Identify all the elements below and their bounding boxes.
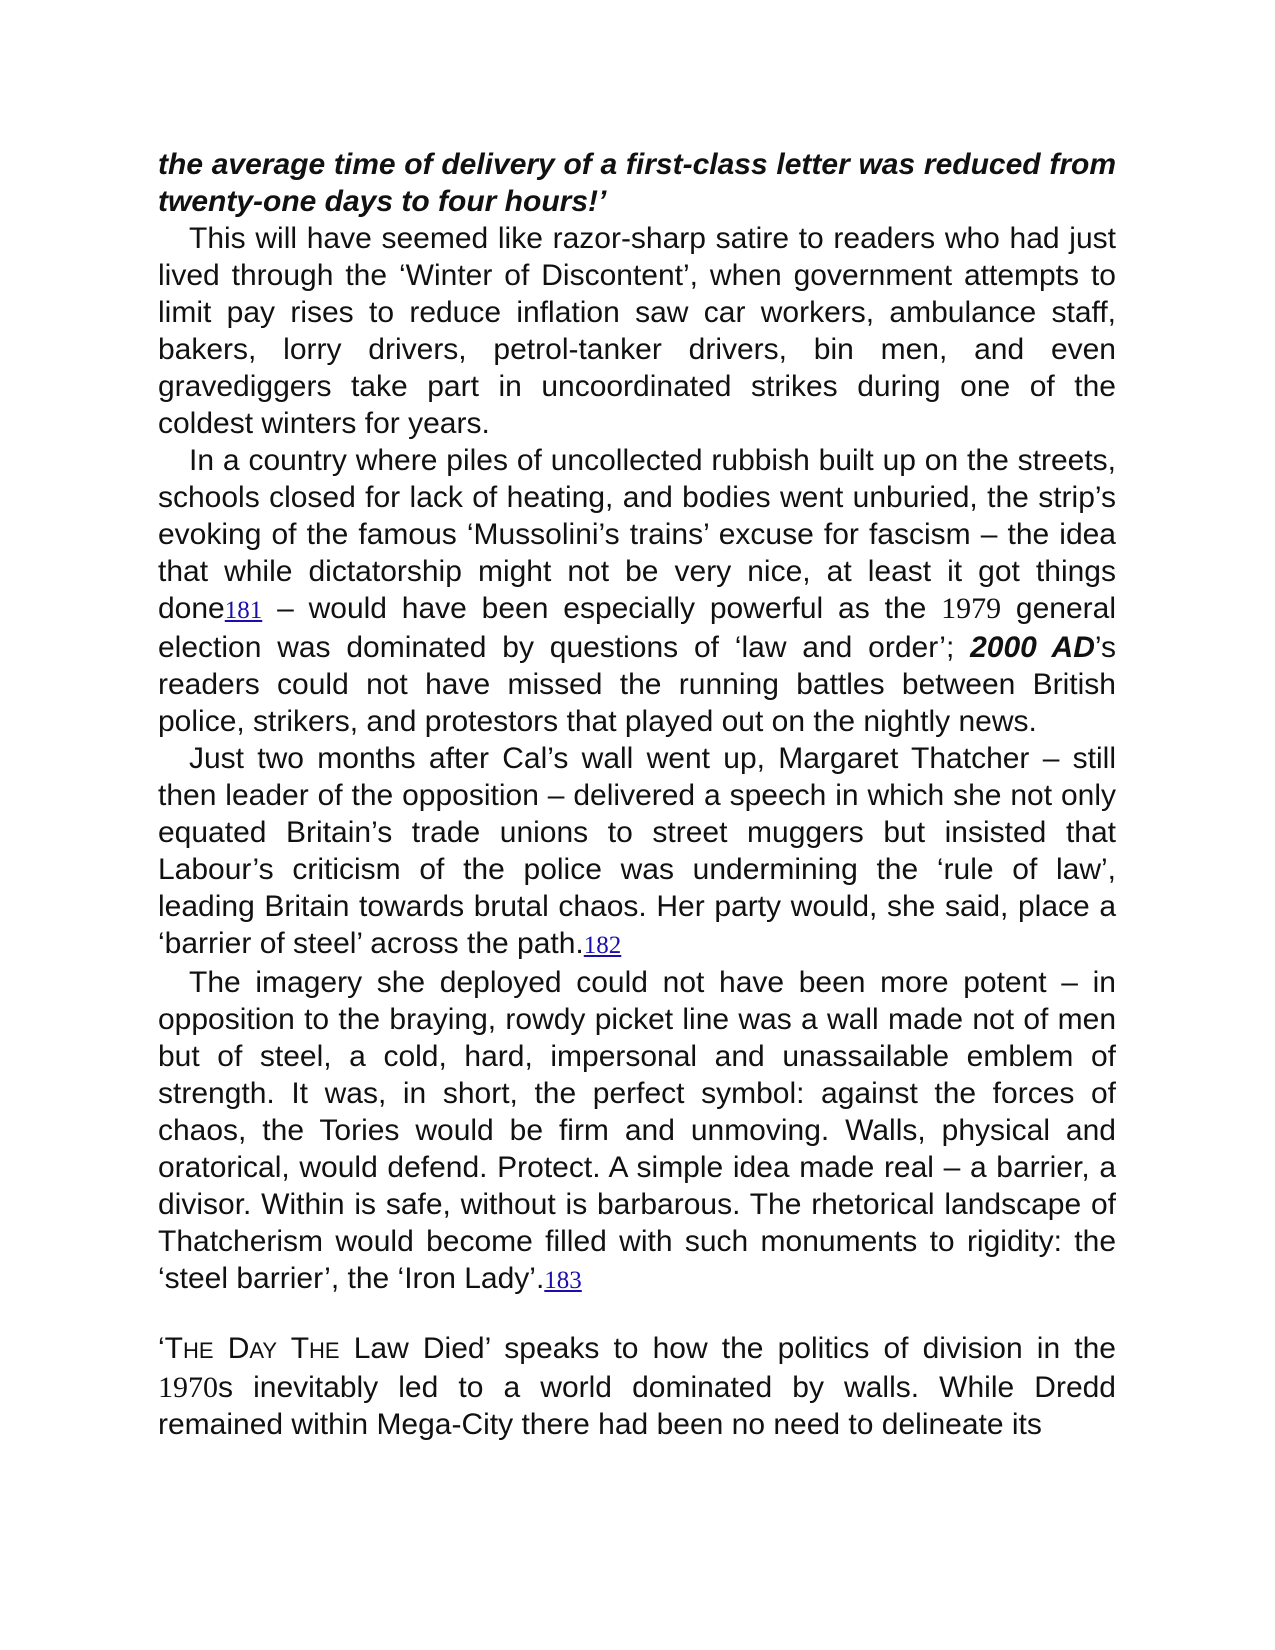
paragraph-text: general election was dominated by questions of ‘law and order’; [158,592,1117,664]
paragraph-imagery [158,964,1116,1299]
footnote-link-182[interactable]: 182 [583,932,622,959]
paragraph-thatcher-speech [158,740,1116,964]
title-smallcaps: AY [249,1338,278,1363]
section-gap [158,1299,1116,1330]
footnote-link-181[interactable]: 181 [224,597,263,624]
title-smallcaps: HE [183,1338,214,1363]
document-page [158,146,1116,1443]
paragraph-text: The imagery she deployed could not have been more potent – in opposition to the braying, rowdy picket line was a wall made not of men but of steel, a cold, hard, impersonal and unassailable emblem of strength. It was, in short, the perfect symbol: against the forces of chaos, the Tories would be firm and unmoving. Walls, physical and oratorical, would defend. Protect. A simple idea made real – a barrier, a divisor. Within is safe, without is barbarous. The rhetorical landscape of Thatcherism would become filled with such monuments to rigidity: the ‘steel barrier’, the ‘Iron Lady’. [158,966,1116,1295]
story-title [165,1332,340,1365]
paragraph-text: Law Died’ speaks to how the politics of division in the [339,1332,1116,1365]
quote-ending: the average time of delivery of a first-class letter was reduced from twenty-one days to four hours!’ [158,148,1116,218]
title-letter: D [227,1332,250,1365]
paragraph-text: ’s readers could not have missed the running battles between British police, strikers, and protestors that played out on the nightly news. [158,631,1116,738]
publication-title: 2000 AD [970,631,1095,664]
title-letter: T [290,1332,310,1365]
paragraph-text: In a country where piles of uncollected rubbish built up on the streets, schools closed for lack of heating, and bodies went unburied, the strip’s evoking of the famous ‘Mussolini’s trains’ excuse for fascism – the idea that while dictatorship might not be very nice, at least it got things done [158,444,1116,625]
footnote-link-183[interactable]: 183 [544,1267,582,1294]
paragraph-text: s inevitably led to a world dominated by walls. While Dredd remained within Mega-City there had been no need to delineate its [158,1371,1116,1441]
paragraph-winter-of-discontent: This will have seemed like razor-sharp satire to readers who had just lived through the ‘Winter of Discontent’, when government attempts to limit pay rises to reduce inflation saw car workers, ambulance staff, bakers, lorry drivers, petrol-tanker drivers, bin men, and even gravediggers take part in uncoordinated strikes during one of the coldest winters for years. [158,222,1116,440]
paragraph-text: – would have been especially powerful as the [262,592,942,625]
title-smallcaps: HE [309,1338,340,1363]
year-1979: 1979 [941,592,1002,625]
paragraph-mussolini-trains [158,442,1116,740]
paragraph-text: Just two months after Cal’s wall went up, Margaret Thatcher – still then leader of the opposition – delivered a speech in which she not only equated Britain’s trade unions to street muggers but insisted that Labour’s criticism of the police was undermining the ‘rule of law’, leading Britain towards brutal chaos. Her party would, she said, place a ‘barrier of steel’ across the path. [158,742,1116,960]
decade-1970: 1970 [158,1371,218,1404]
open-quote: ‘ [158,1332,165,1365]
paragraph-day-the-law-died [158,1330,1116,1443]
title-letter: T [164,1332,183,1365]
